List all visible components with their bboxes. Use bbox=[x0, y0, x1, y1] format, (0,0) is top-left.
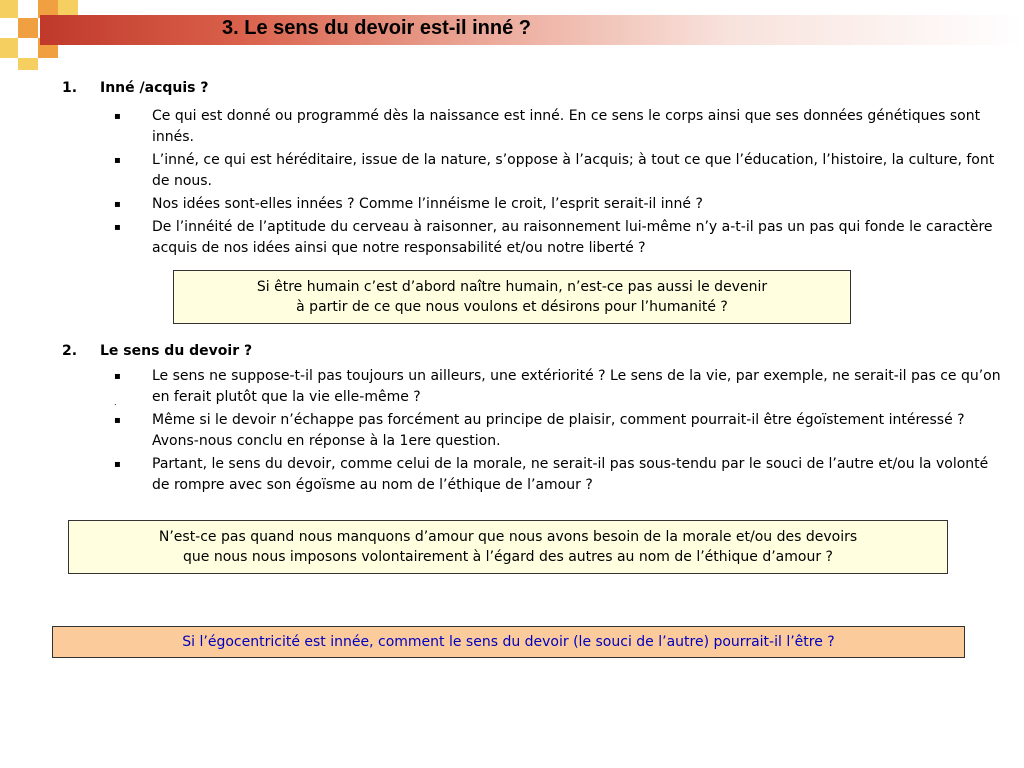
title-bar bbox=[40, 15, 1024, 45]
section-number: 2. bbox=[62, 343, 78, 359]
bullet-icon: ▪ bbox=[114, 199, 121, 210]
bullet-icon: ▪ bbox=[114, 415, 121, 426]
final-question-box bbox=[52, 626, 965, 658]
reflection-box-1 bbox=[173, 270, 851, 324]
bullet-text: Nos idées sont-elles innées ? Comme l’innéisme le croit, l’esprit serait-il inné ? bbox=[152, 196, 703, 212]
bullet-text: De l’innéité de l’aptitude du cerveau à raisonner, au raisonnement lui-même n’y a-t-il pas un pas qui fonde le caractère acquis de nos idées ainsi que notre responsabilité et/ou notre liberté ? bbox=[152, 219, 993, 256]
reflection-box-2 bbox=[68, 520, 948, 574]
list-item bbox=[114, 217, 1004, 259]
list-item bbox=[114, 194, 1004, 215]
deco-square bbox=[18, 58, 38, 70]
deco-square bbox=[0, 0, 18, 18]
list-item bbox=[114, 366, 1004, 408]
bullet-icon: ▪ bbox=[114, 371, 121, 382]
final-question-text: Si l’égocentricité est innée, comment le sens du devoir (le souci de l’autre) pourrait-il l’être ? bbox=[182, 634, 835, 650]
section-heading-1 bbox=[62, 80, 209, 96]
bullet-text: Même si le devoir n’échappe pas forcément au principe de plaisir, comment pourrait-il être égoïstement intéressé ? Avons-nous conclu en réponse à la 1ere question. bbox=[152, 412, 965, 449]
bullet-text: L’inné, ce qui est héréditaire, issue de la nature, s’oppose à l’acquis; à tout ce que l’éducation, l’histoire, la culture, font de nous. bbox=[152, 152, 995, 189]
list-item bbox=[114, 454, 1004, 496]
section-heading-2 bbox=[62, 343, 252, 359]
bullet-icon: ▪ bbox=[114, 155, 121, 166]
deco-square bbox=[0, 38, 18, 58]
box-line: que nous nous imposons volontairement à l’égard des autres au nom de l’éthique d’amour ? bbox=[183, 549, 833, 565]
section-title: Le sens du devoir ? bbox=[100, 343, 253, 359]
section-number: 1. bbox=[62, 80, 78, 96]
bullet-text: Ce qui est donné ou programmé dès la naissance est inné. En ce sens le corps ainsi que ses données génétiques sont innés. bbox=[152, 108, 981, 145]
deco-square bbox=[18, 18, 38, 38]
bullet-icon: ▪ bbox=[114, 222, 121, 233]
bullet-icon: ▪ bbox=[114, 111, 121, 122]
bullet-text: Le sens ne suppose-t-il pas toujours un ailleurs, une extériorité ? Le sens de la vie, par exemple, ne serait-il pas ce qu’on en ferait plutôt que la vie elle-même ? bbox=[152, 368, 1001, 405]
stray-mark: . bbox=[114, 398, 117, 407]
list-item bbox=[114, 106, 1004, 148]
section-title: Inné /acquis ? bbox=[100, 80, 209, 96]
bullet-text: Partant, le sens du devoir, comme celui de la morale, ne serait-il pas sous-tendu par le souci de l’autre et/ou la volonté de rompre avec son égoïsme au nom de l’éthique de l’amour ? bbox=[152, 456, 989, 493]
list-item bbox=[114, 410, 1004, 452]
box-line: N’est-ce pas quand nous manquons d’amour que nous avons besoin de la morale et/ou des devoirs bbox=[158, 529, 858, 545]
list-item bbox=[114, 150, 1004, 192]
bullet-icon: ▪ bbox=[114, 459, 121, 470]
box-line: Si être humain c’est d’abord naître humain, n’est-ce pas aussi le devenir bbox=[256, 279, 768, 295]
page-title: 3. Le sens du devoir est-il inné ? bbox=[222, 17, 531, 39]
box-line: à partir de ce que nous voulons et désirons pour l’humanité ? bbox=[296, 299, 728, 315]
